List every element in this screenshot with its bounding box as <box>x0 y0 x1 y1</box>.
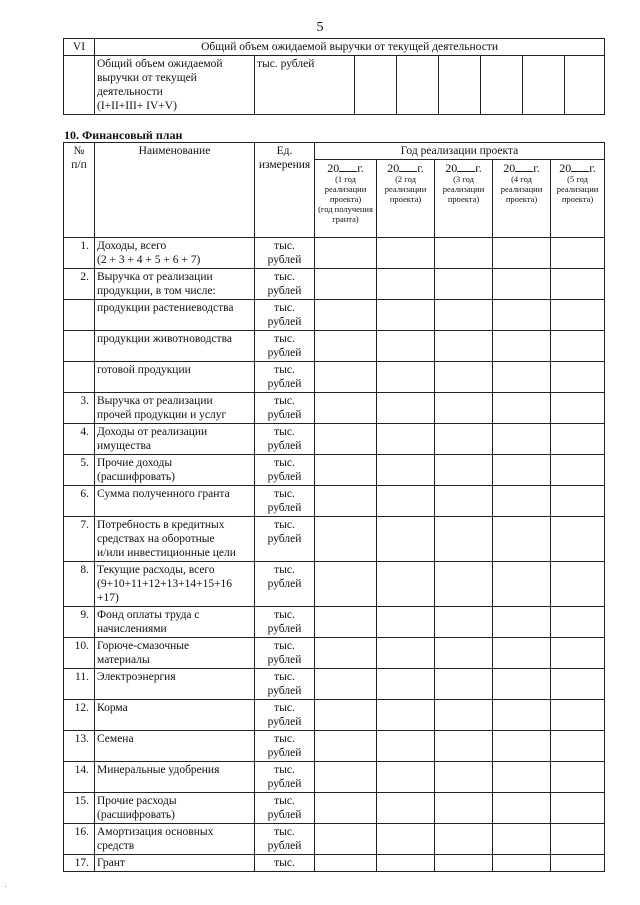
value-cell[interactable] <box>435 486 493 517</box>
row-number: 3. <box>64 393 95 424</box>
row-name: Доходы от реализации имущества <box>95 424 255 455</box>
value-cell[interactable] <box>435 669 493 700</box>
value-cell[interactable] <box>315 300 377 331</box>
value-cell[interactable] <box>551 269 605 300</box>
row-name: Прочие доходы (расшифровать) <box>95 455 255 486</box>
plan-row <box>64 562 605 607</box>
value-cell[interactable] <box>493 855 551 872</box>
row-name: Доходы, всего (2 + 3 + 4 + 5 + 6 + 7) <box>95 238 255 269</box>
plan-row <box>64 362 605 393</box>
value-cell[interactable] <box>435 793 493 824</box>
row-number: 16. <box>64 824 95 855</box>
value-cell[interactable] <box>551 562 605 607</box>
value-cell[interactable] <box>315 517 377 562</box>
value-cell[interactable] <box>315 793 377 824</box>
row-unit: тыс. рублей <box>255 731 315 762</box>
value-cell[interactable] <box>377 300 435 331</box>
value-cell[interactable] <box>481 56 523 115</box>
value-cell[interactable] <box>435 824 493 855</box>
value-cell[interactable] <box>377 700 435 731</box>
value-cell[interactable] <box>435 300 493 331</box>
value-cell[interactable] <box>315 762 377 793</box>
plan-row <box>64 669 605 700</box>
row-unit: тыс. рублей <box>255 638 315 669</box>
row-number: 6. <box>64 486 95 517</box>
value-cell[interactable] <box>551 669 605 700</box>
plan-row <box>64 393 605 424</box>
value-cell[interactable] <box>493 331 551 362</box>
row-number: 9. <box>64 607 95 638</box>
value-cell[interactable] <box>377 607 435 638</box>
value-cell[interactable] <box>315 700 377 731</box>
row-unit: тыс. рублей <box>255 793 315 824</box>
row-name: Минеральные удобрения <box>95 762 255 793</box>
plan-row <box>64 517 605 562</box>
row-number: 13. <box>64 731 95 762</box>
row-number <box>64 331 95 362</box>
value-cell[interactable] <box>493 486 551 517</box>
row-name: Фонд оплаты труда с начислениями <box>95 607 255 638</box>
row-unit: тыс. рублей <box>255 269 315 300</box>
value-cell[interactable] <box>551 300 605 331</box>
plan-row <box>64 238 605 269</box>
value-cell[interactable] <box>493 700 551 731</box>
row-name: Выручка от реализации продукции, в том числе: <box>95 269 255 300</box>
value-cell[interactable] <box>551 762 605 793</box>
value-cell[interactable] <box>551 824 605 855</box>
col-number-header: № п/п <box>64 143 95 238</box>
value-cell[interactable] <box>377 455 435 486</box>
value-cell[interactable] <box>551 362 605 393</box>
row-number: 1. <box>64 238 95 269</box>
value-cell[interactable] <box>377 855 435 872</box>
value-cell[interactable] <box>315 562 377 607</box>
value-cell[interactable] <box>493 638 551 669</box>
plan-row <box>64 762 605 793</box>
row-number: 8. <box>64 562 95 607</box>
value-cell[interactable] <box>377 331 435 362</box>
row-name: Выручка от реализации прочей продукции и услуг <box>95 393 255 424</box>
value-cell[interactable] <box>493 269 551 300</box>
row-unit: тыс. рублей <box>255 393 315 424</box>
row-name: Грант <box>95 855 255 872</box>
row-unit: тыс. рублей <box>255 517 315 562</box>
value-cell[interactable] <box>435 638 493 669</box>
row-unit: тыс. рублей <box>255 424 315 455</box>
plan-row <box>64 269 605 300</box>
row-unit: тыс. рублей <box>255 700 315 731</box>
section-roman: VI <box>64 39 95 56</box>
row-number: 12. <box>64 700 95 731</box>
value-cell[interactable] <box>377 517 435 562</box>
col-name-header: Наименование <box>95 143 255 238</box>
plan-row <box>64 700 605 731</box>
value-cell[interactable] <box>315 731 377 762</box>
row-unit: тыс. рублей <box>255 562 315 607</box>
value-cell[interactable] <box>377 793 435 824</box>
value-cell[interactable] <box>315 238 377 269</box>
row-number: 11. <box>64 669 95 700</box>
value-cell[interactable] <box>493 607 551 638</box>
row-name: Горюче-смазочные материалы <box>95 638 255 669</box>
row-name: продукции животноводства <box>95 331 255 362</box>
row-name: Текущие расходы, всего (9+10+11+12+13+14+15+16 +17) <box>95 562 255 607</box>
value-cell[interactable] <box>435 424 493 455</box>
value-cell[interactable] <box>377 238 435 269</box>
value-cell[interactable] <box>397 56 439 115</box>
row-number <box>64 362 95 393</box>
plan-row <box>64 793 605 824</box>
value-cell[interactable] <box>315 855 377 872</box>
row-name: Сумма полученного гранта <box>95 486 255 517</box>
value-cell[interactable] <box>439 56 481 115</box>
value-cell[interactable] <box>315 486 377 517</box>
value-cell[interactable] <box>377 269 435 300</box>
value-cell[interactable] <box>493 424 551 455</box>
row-name: Корма <box>95 700 255 731</box>
row-name: продукции растениеводства <box>95 300 255 331</box>
col-years-header: Год реализации проекта <box>315 143 605 160</box>
row-name: Семена <box>95 731 255 762</box>
value-cell[interactable] <box>551 793 605 824</box>
value-cell[interactable] <box>435 362 493 393</box>
total-revenue-unit: тыс. рублей <box>255 56 355 115</box>
value-cell[interactable] <box>315 424 377 455</box>
row-name: Амортизация основных средств <box>95 824 255 855</box>
row-unit: тыс. рублей <box>255 362 315 393</box>
row-number: 5. <box>64 455 95 486</box>
value-cell[interactable] <box>493 731 551 762</box>
value-cell[interactable] <box>551 238 605 269</box>
row-unit: тыс. рублей <box>255 824 315 855</box>
page-number: 5 <box>316 20 324 35</box>
value-cell[interactable] <box>435 517 493 562</box>
plan-row <box>64 824 605 855</box>
row-number: 10. <box>64 638 95 669</box>
value-cell[interactable] <box>315 269 377 300</box>
value-cell[interactable] <box>551 486 605 517</box>
year-header-3: 20 г. (3 год реализации проекта) <box>435 160 493 238</box>
plan-row <box>64 300 605 331</box>
year-header-1: 20 г. (1 год реализации проекта) (год получения гранта) <box>315 160 377 238</box>
row-unit: тыс. рублей <box>255 486 315 517</box>
plan-row <box>64 731 605 762</box>
value-cell[interactable] <box>551 424 605 455</box>
value-cell[interactable] <box>435 731 493 762</box>
value-cell[interactable] <box>377 762 435 793</box>
row-number: 17. <box>64 855 95 872</box>
value-cell[interactable] <box>315 362 377 393</box>
section-header: Общий объем ожидаемой выручки от текущей деятельности <box>95 39 605 56</box>
value-cell[interactable] <box>377 362 435 393</box>
value-cell[interactable] <box>377 731 435 762</box>
plan-row <box>64 331 605 362</box>
row-number: 2. <box>64 269 95 300</box>
plan-row <box>64 486 605 517</box>
value-cell[interactable] <box>435 331 493 362</box>
row-unit: тыс. рублей <box>255 238 315 269</box>
value-cell[interactable] <box>435 762 493 793</box>
row-number: 15. <box>64 793 95 824</box>
financial-plan-table <box>63 142 605 872</box>
value-cell[interactable] <box>377 424 435 455</box>
value-cell[interactable] <box>435 269 493 300</box>
value-cell[interactable] <box>551 331 605 362</box>
scan-mark: · <box>4 882 8 893</box>
value-cell[interactable] <box>435 562 493 607</box>
row-name: готовой продукции <box>95 362 255 393</box>
value-cell[interactable] <box>315 669 377 700</box>
row-unit: тыс. рублей <box>255 331 315 362</box>
value-cell[interactable] <box>377 824 435 855</box>
value-cell[interactable] <box>565 56 605 115</box>
value-cell[interactable] <box>493 762 551 793</box>
value-cell[interactable] <box>315 607 377 638</box>
year-header-2: 20 г. (2 год реализации проекта) <box>377 160 435 238</box>
value-cell[interactable] <box>551 855 605 872</box>
value-cell[interactable] <box>493 824 551 855</box>
value-cell[interactable] <box>493 362 551 393</box>
row-number: 7. <box>64 517 95 562</box>
value-cell[interactable] <box>435 455 493 486</box>
total-revenue-name: Общий объем ожидаемой выручки от текущей деятельности (I+II+III+ IV+V) <box>95 56 255 115</box>
row-name: Электроэнергия <box>95 669 255 700</box>
value-cell[interactable] <box>435 700 493 731</box>
col-unit-header: Ед. измерения <box>255 143 315 238</box>
row-unit: тыс. <box>255 855 315 872</box>
plan-row <box>64 424 605 455</box>
value-cell[interactable] <box>551 607 605 638</box>
revenue-summary-table <box>63 38 605 115</box>
value-cell[interactable] <box>493 669 551 700</box>
value-cell[interactable] <box>435 607 493 638</box>
row-unit: тыс. рублей <box>255 607 315 638</box>
value-cell[interactable] <box>493 300 551 331</box>
value-cell[interactable] <box>377 669 435 700</box>
value-cell[interactable] <box>551 517 605 562</box>
value-cell[interactable] <box>377 562 435 607</box>
value-cell[interactable] <box>551 731 605 762</box>
plan-row <box>64 638 605 669</box>
value-cell[interactable] <box>551 638 605 669</box>
value-cell[interactable] <box>435 855 493 872</box>
plan-row <box>64 607 605 638</box>
value-cell[interactable] <box>315 638 377 669</box>
plan-row <box>64 455 605 486</box>
row-number: 4. <box>64 424 95 455</box>
row-number <box>64 300 95 331</box>
value-cell[interactable] <box>355 56 397 115</box>
value-cell[interactable] <box>377 393 435 424</box>
value-cell[interactable] <box>551 455 605 486</box>
financial-plan-heading: 10. Финансовый план <box>64 128 183 142</box>
value-cell[interactable] <box>377 486 435 517</box>
value-cell[interactable] <box>493 793 551 824</box>
row-name: Прочие расходы (расшифровать) <box>95 793 255 824</box>
row-unit: тыс. рублей <box>255 762 315 793</box>
value-cell[interactable] <box>493 562 551 607</box>
value-cell[interactable] <box>493 238 551 269</box>
value-cell[interactable] <box>315 331 377 362</box>
row-unit: тыс. рублей <box>255 669 315 700</box>
value-cell[interactable] <box>551 700 605 731</box>
value-cell[interactable] <box>435 238 493 269</box>
value-cell[interactable] <box>493 393 551 424</box>
row-name: Потребность в кредитных средствах на оборотные и/или инвестиционные цели <box>95 517 255 562</box>
year-header-4: 20 г. (4 год реализации проекта) <box>493 160 551 238</box>
row-number: 14. <box>64 762 95 793</box>
value-cell[interactable] <box>551 393 605 424</box>
value-cell[interactable] <box>377 638 435 669</box>
plan-row <box>64 855 605 872</box>
value-cell[interactable] <box>315 455 377 486</box>
value-cell[interactable] <box>523 56 565 115</box>
value-cell[interactable] <box>435 393 493 424</box>
year-header-5: 20 г. (5 год реализации проекта) <box>551 160 605 238</box>
value-cell[interactable] <box>493 455 551 486</box>
value-cell[interactable] <box>493 517 551 562</box>
value-cell[interactable] <box>315 824 377 855</box>
row-unit: тыс. рублей <box>255 455 315 486</box>
value-cell[interactable] <box>315 393 377 424</box>
row-unit: тыс. рублей <box>255 300 315 331</box>
